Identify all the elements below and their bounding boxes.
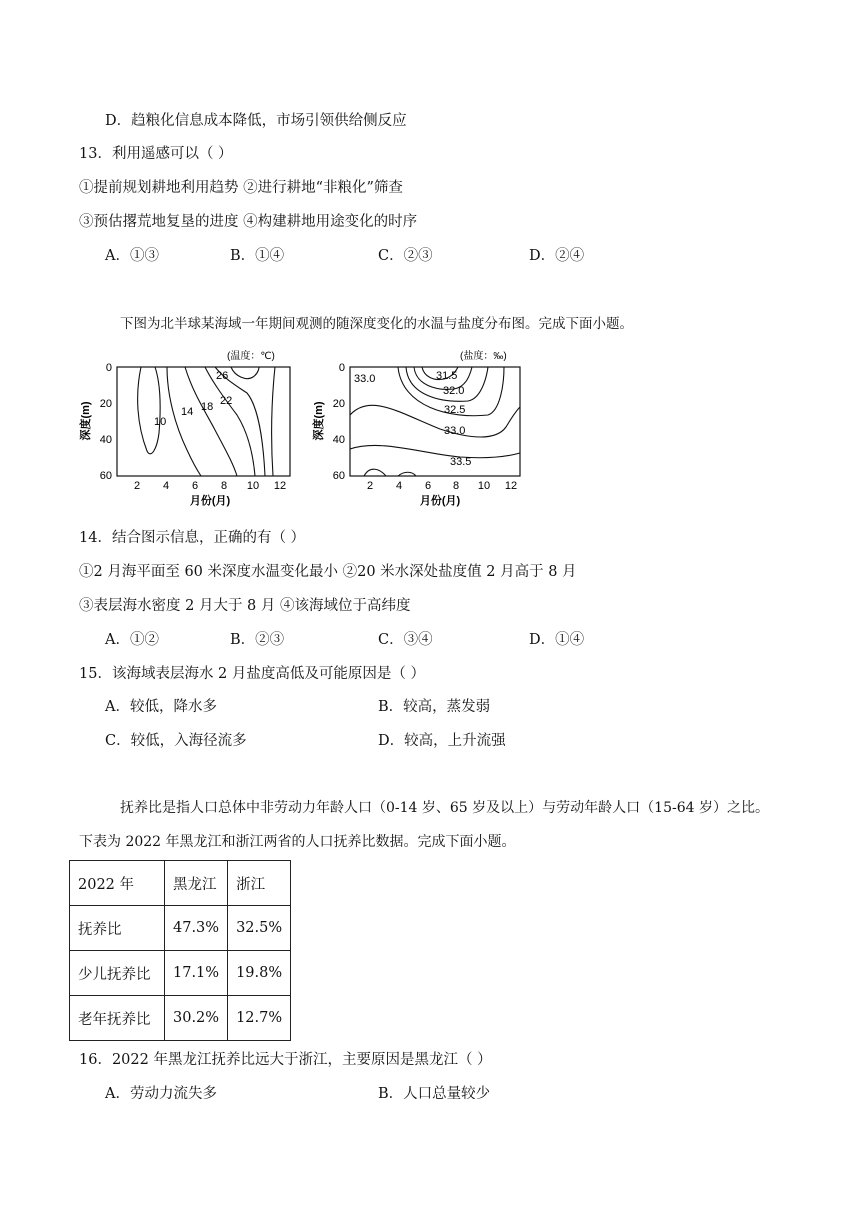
table-header-cell: 2022 年 — [70, 861, 165, 906]
salt-label-32.5: 32.5 — [444, 404, 466, 416]
table-cell: 17.1% — [165, 951, 228, 996]
salt-ylabel: 深度(m) — [313, 401, 325, 441]
temp-xtick: 4 — [162, 480, 170, 492]
salt-ytick: 60 — [332, 470, 345, 482]
q14-stem: 14．结合图示信息，正确的有（ ） — [79, 530, 306, 546]
q16-option-a[interactable]: A．劳动力流失多 — [105, 1086, 217, 1102]
dependency-ratio-table — [69, 860, 291, 1041]
salinity-figure — [310, 345, 530, 510]
q14-option-b[interactable]: B．②③ — [230, 632, 285, 648]
temp-label-14: 14 — [181, 406, 194, 418]
temp-xtick: 2 — [133, 480, 141, 492]
temp-ytick: 0 — [105, 362, 112, 374]
salt-xtick: 10 — [477, 480, 491, 492]
temp-ylabel: 深度(m) — [80, 401, 92, 441]
table-header-cell: 黑龙江 — [165, 861, 228, 906]
q16-stem: 16．2022 年黑龙江抚养比远大于浙江，主要原因是黑龙江（ ） — [79, 1052, 492, 1068]
salt-label-33.0-left: 33.0 — [354, 373, 376, 385]
temp-label-22: 22 — [220, 395, 233, 407]
q13-option-c[interactable]: C．②③ — [378, 248, 433, 264]
temp-xtick: 6 — [191, 480, 199, 492]
salt-ytick: 40 — [332, 434, 345, 446]
intro-table-text-2: 下表为 2022 年黑龙江和浙江两省的人口抚养比数据。完成下面小题。 — [79, 834, 516, 850]
table-header-cell: 浙江 — [228, 861, 291, 906]
salt-xtick: 12 — [504, 480, 518, 492]
table-cell: 30.2% — [165, 996, 228, 1041]
table-cell: 老年抚养比 — [70, 996, 165, 1041]
q13-option-a[interactable]: A．①③ — [105, 248, 159, 264]
salt-xtick: 6 — [424, 480, 432, 492]
temp-ytick: 20 — [99, 398, 112, 410]
q13-statements-2: ③预估撂荒地复垦的进度 ④构建耕地用途变化的时序 — [79, 214, 418, 230]
table-cell: 47.3% — [165, 906, 228, 951]
temp-ytick: 60 — [99, 470, 112, 482]
q13-option-d[interactable]: D．②④ — [529, 248, 585, 264]
table-row — [70, 906, 291, 951]
q14-option-c[interactable]: C．③④ — [378, 632, 433, 648]
salt-xtick: 4 — [395, 480, 403, 492]
temp-ytick: 40 — [99, 434, 112, 446]
temp-xlabel: 月份(月) — [189, 495, 231, 507]
salt-xtick: 8 — [452, 480, 460, 492]
salt-label-32.0: 32.0 — [443, 385, 465, 397]
q15-option-d[interactable]: D．较高，上升流强 — [378, 733, 506, 749]
salt-ytick: 20 — [332, 398, 345, 410]
q15-stem: 15．该海域表层海水 2 月盐度高低及可能原因是（ ） — [79, 666, 426, 682]
q13-stem: 13．利用遥感可以（ ） — [79, 146, 233, 162]
salt-xtick: 2 — [366, 480, 374, 492]
intro-figure-text: 下图为北半球某海域一年期间观测的随深度变化的水温与盐度分布图。完成下面小题。 — [120, 316, 633, 332]
temp-xtick: 12 — [273, 480, 287, 492]
salt-label-33.5: 33.5 — [450, 456, 472, 468]
q15-option-b[interactable]: B．较高，蒸发弱 — [378, 699, 491, 715]
salt-xlabel: 月份(月) — [419, 495, 461, 507]
salt-label-33.0: 33.0 — [444, 425, 466, 437]
q14-option-d[interactable]: D．①④ — [529, 632, 585, 648]
table-cell: 32.5% — [228, 906, 291, 951]
temp-label-10: 10 — [154, 416, 167, 428]
salt-unit: (盐度：‰) — [460, 351, 507, 362]
q15-option-a[interactable]: A．较低，降水多 — [105, 699, 217, 715]
table-cell: 少儿抚养比 — [70, 951, 165, 996]
temp-unit: (温度：℃) — [227, 351, 275, 362]
table-row — [70, 996, 291, 1041]
salt-label-31.5: 31.5 — [436, 370, 458, 382]
temp-xtick: 8 — [220, 480, 228, 492]
q14-statements-1: ①2 月海平面至 60 米深度水温变化最小 ②20 米水深处盐度值 2 月高于 8 月 — [79, 564, 577, 580]
temp-label-26: 26 — [216, 370, 229, 382]
q16-option-b[interactable]: B．人口总量较少 — [378, 1086, 491, 1102]
q13-statements-1: ①提前规划耕地利用趋势 ②进行耕地“非粮化”筛查 — [79, 180, 403, 196]
q15-option-c[interactable]: C．较低，入海径流多 — [105, 733, 247, 749]
intro-table-text-1: 抚养比是指人口总体中非劳动力年龄人口（0-14 岁、65 岁及以上）与劳动年龄人口（15-64 岁）之比。 — [120, 800, 769, 816]
q13-option-b[interactable]: B．①④ — [230, 248, 285, 264]
salt-isolines — [350, 367, 520, 476]
q12-option-d: D．趋粮化信息成本降低，市场引领供给侧反应 — [105, 113, 407, 129]
table-header-row — [70, 861, 291, 906]
table-cell: 19.8% — [228, 951, 291, 996]
temperature-figure — [75, 345, 305, 510]
table-row — [70, 951, 291, 996]
salt-plot-frame — [350, 367, 520, 476]
table-cell: 抚养比 — [70, 906, 165, 951]
temp-label-18: 18 — [201, 401, 214, 413]
q14-option-a[interactable]: A．①② — [105, 632, 159, 648]
salt-ytick: 0 — [338, 362, 345, 374]
q14-statements-2: ③表层海水密度 2 月大于 8 月 ④该海域位于高纬度 — [79, 598, 411, 614]
table-cell: 12.7% — [228, 996, 291, 1041]
temp-xtick: 10 — [246, 480, 260, 492]
